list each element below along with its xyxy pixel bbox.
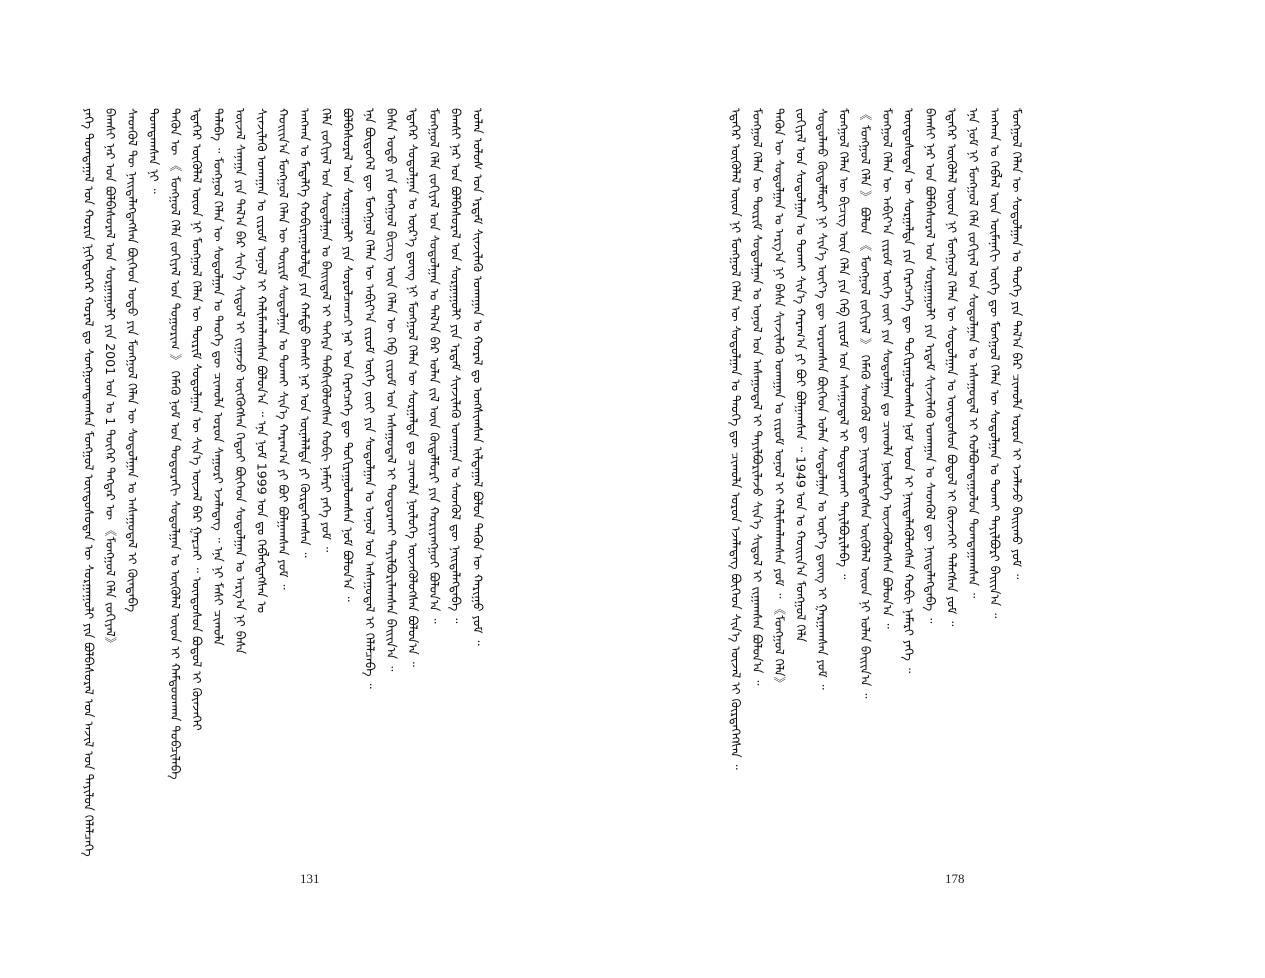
text-line: ᠡᠳᠡᠭᠡᠷ ᠥᠭᠦᠯᠡᠯ ᠦᠳ ᠨᠢ ᠮᠣᠩᠭᠣᠯ ᠬᠡᠯᠡᠨ ᠦ ᠰᠤᠳᠤᠯᠭᠠᠨ ᠤ ᠦᠨᠳᠦᠰᠦᠨ ᠪᠣᠳᠤᠯ ᠢ ᠭᠦᠨᠵᠡᠭᠡᠢ ᠲᠡᠯᠡᠭᠰᠡᠨ ᠶᠤᠮ ᠃ — [944, 108, 960, 627]
text-line: ᠰᠡᠳᠭᠦᠯ ᠲᠦ ᠨᠡᠢᠲᠡᠯᠡᠭᠳᠡᠭᠰᠡᠨ ᠪᠥᠭᠡᠳ ᠣᠳᠣ ᠶᠢᠨ ᠮᠣᠩᠭᠣᠯ ᠬᠡᠯᠡᠨ ᠦ ᠰᠤᠳᠤᠯᠭᠠᠨ ᠤ ᠠᠰᠠᠭᠤᠳᠠᠯ ᠢ ᠬᠥᠨᠳᠡᠪᠡ — [124, 108, 140, 613]
text-line: ᠮᠣᠩᠭᠣᠯ ᠬᠡᠯᠡ ᠵᠣᠬᠢᠶᠠᠯ ᠤᠨ ᠰᠤᠳᠤᠯᠭᠠᠨ ᠤ ᠲᠠᠯ᠎ᠠ ᠪᠠᠷ ᠣᠯᠠᠨ ᠵᠢᠯ ᠦᠨ ᠬᠥᠳᠡᠯᠮᠦᠷᠢ ᠶᠢᠨ ᠬᠤᠷᠢᠶᠠᠩᠭᠤᠢ ᠪᠣᠯᠤᠨ᠎ᠠ ᠃ — [427, 108, 443, 624]
text-line: ᠡᠳᠡᠭᠡᠷ ᠰᠤᠳᠤᠯᠭᠠᠨ ᠤ ᠦᠷ᠎ᠡ ᠳ᠋ᠦᠩ ᠨᠢ ᠮᠣᠩᠭᠣᠯ ᠬᠡᠯᠡᠨ ᠦ ᠰᠤᠷᠭᠠᠯᠲᠠ ᠳᠤ ᠴᠢᠬᠤᠯᠠ ᠨᠥᠯᠥᠭᠡ ᠦᠵᠡᠭᠦᠯᠦᠭᠰᠡᠨ ᠪᠣᠯᠤᠨ᠎ᠠ ᠃ — [405, 108, 421, 668]
text-line: ᠮᠣᠩᠭᠣᠯ ᠬᠡᠯᠡᠨ ᠦ ᠠᠪᠢᠶ᠎ᠠ ᠵᠢᠷᠤᠮ ᠦᠭᠡ ᠵᠦᠢ ᠶᠢᠨ ᠰᠤᠳᠤᠯᠭᠠᠨ ᠳᠤ ᠴᠢᠬᠤᠯᠠ ᠨᠥᠯᠥᠭᠡ ᠦᠵᠡᠭᠦᠯᠦᠭᠰᠡᠨ ᠪᠣᠯᠤᠨ᠎ᠠ ᠃ — [879, 108, 895, 629]
text-line: ᠡᠳᠡᠭᠡᠷ ᠥᠭᠦᠯᠡᠯ ᠦᠳ ᠨᠢ ᠮᠣᠩᠭᠣᠯ ᠬᠡᠯᠡᠨ ᠦ ᠰᠤᠳᠤᠯᠭᠠᠨ ᠤ ᠲᠡᠦᠬᠡ ᠳᠦ ᠴᠢᠬᠤᠯᠠ ᠣᠷᠣᠨ ᠡᠵᠡᠯᠡᠳᠡᠭ ᠪᠥᠭᠡᠳ ᠰᠢᠨ᠎ᠡ ᠦᠵᠡᠯ ᠢ ᠬᠦᠷᠲᠡᠭᠡᠭᠰᠡᠨ ᠃ — [728, 108, 744, 770]
text-line: ᠪᠠᠭᠰᠢ ᠨᠠᠷ ᠤᠨ ᠪᠣᠯᠪᠠᠰᠤᠷᠠᠯ ᠤᠨ ᠰᠤᠷᠭᠠᠭᠤᠯᠢ ᠶᠢᠨ ᠡᠷᠳᠡᠮ ᠰᠢᠨᠵᠢᠯᠡᠬᠦ ᠤᠬᠠᠭᠠᠨ ᠤ ᠰᠡᠳᠭᠦᠯ ᠳᠦ ᠨᠡᠢᠲᠡᠯᠡᠭᠳᠡᠪᠡ ᠃ — [448, 108, 464, 624]
text-line: ᠦᠨᠳᠦᠰᠦᠲᠡᠨ ᠦ ᠰᠤᠷᠭᠠᠯᠲᠠ ᠶᠢᠨ ᠬᠡᠷᠡᠭᠴᠡᠭᠡ ᠳᠦ ᠲᠣᠬᠢᠷᠠᠭᠤᠯᠤᠭᠰᠠᠨ ᠨᠣᠮ ᠤᠳ ᠢ ᠨᠡᠢᠲᠡᠯᠡᠭᠦᠯᠦᠭᠰᠡᠨ ᠬᠤᠪᠢ ᠨᠡᠮᠡᠷᠢ ᠶᠡᠬᠡ ᠃ — [901, 108, 917, 674]
text-line: ᠣᠯᠠᠨ ᠤᠯᠤᠰ ᠤᠨ ᠡᠷᠳᠡᠮ ᠰᠢᠨᠵᠢᠯᠡᠬᠦ ᠤᠬᠠᠭᠠᠨ ᠤ ᠬᠤᠷᠠᠯ ᠳᠤ ᠤᠩᠰᠢᠭᠰᠠᠨ ᠢᠯᠲᠠᠭᠠᠯ ᠪᠣᠯᠤᠨ ᠲᠡᠭᠦᠨ ᠦ ᠬᠠᠷᠢᠭᠤ ᠶᠤᠮ ᠃ — [470, 108, 486, 646]
page-number-left: 131 — [300, 871, 320, 886]
text-line: ᠦᠵᠡᠯ ᠰᠠᠨᠠᠭᠠ ᠶᠢᠨ ᠲᠠᠯ᠎ᠠ ᠪᠠᠷ ᠰᠢᠨ᠎ᠡ ᠰᠢᠳᠤᠯ ᠢ ᠵᠢᠭᠠᠵᠤ ᠥᠭᠭᠦᠭᠰᠡᠨ ᠬᠡᠳᠦᠢ ᠪᠥᠭᠡᠳ ᠰᠤᠳᠤᠯᠭᠠᠨ ᠤ ᠠᠷᠭ᠎ᠠ ᠨᠢ ᠪᠠᠰᠠ — [232, 108, 248, 655]
text-line: ᠪᠠᠰᠠ ᠣᠳᠣ ᠶᠢᠨ ᠮᠣᠩᠭᠣᠯ ᠪᠢᠴᠢᠭ ᠦᠨ ᠬᠡᠯᠡᠨ ᠦ ᠬᠡᠪ ᠵᠢᠷᠤᠮ ᠤᠨ ᠠᠰᠠᠭᠤᠳᠠᠯ ᠢ ᠲᠣᠳᠣᠷᠬᠠᠢ ᠲᠠᠶᠢᠯᠪᠤᠷᠢᠯᠠᠭᠰᠠᠨ ᠪᠠᠢᠢᠨ᠎ᠠ ᠃ — [383, 108, 399, 672]
text-line: ᠮᠣᠩᠭᠣᠯ ᠬᠡᠯᠡᠨ ᠦ ᠪᠢᠴᠢᠭ ᠦᠨ ᠬᠡᠯᠡ ᠶᠢᠨ ᠬᠡᠪ ᠵᠢᠷᠤᠮ ᠤᠨ ᠠᠰᠠᠭᠤᠳᠠᠯ ᠢ ᠲᠣᠳᠣᠷᠬᠠᠢ ᠲᠠᠶᠢᠯᠪᠤᠷᠢᠯᠠᠪᠠ ᠃ — [836, 108, 852, 580]
text-line: ᠪᠣᠯᠪᠠᠰᠤᠷᠠᠯ ᠤᠨ ᠰᠤᠷᠭᠠᠭᠤᠯᠢ ᠶᠢᠨ ᠰᠤᠷᠤᠯᠴᠠᠭᠴᠢ ᠨᠠᠷ ᠤᠨ ᠬᠡᠷᠡᠭᠴᠡᠭᠡ ᠳᠦ ᠲᠣᠬᠢᠷᠠᠭᠤᠯᠤᠭᠰᠠᠨ ᠨᠣᠮ ᠪᠣᠯᠤᠨ᠎ᠠ ᠃ — [340, 108, 356, 602]
right-page-text — [725, 108, 1025, 838]
text-line: ᠪᠠᠭᠰᠢ ᠨᠠᠷ ᠤᠨ ᠪᠣᠯᠪᠠᠰᠤᠷᠠᠯ ᠤᠨ ᠰᠤᠷᠭᠠᠭᠤᠯᠢ ᠶᠢᠨ 2001 ᠣᠨ ᠤ 1 ᠳᠦᠭᠡᠷ ᠳᠡᠭᠲᠡᠷ ᠦ 《ᠮᠣᠩᠭᠣᠯ ᠬᠡᠯᠡ ᠵᠣᠬᠢᠶᠠᠯ》 — [103, 108, 119, 650]
text-line: ᠲᠡᠭᠦᠨ ᠦ 《 ᠮᠣᠩᠭᠣᠯ ᠬᠡᠯᠡ ᠵᠣᠬᠢᠶᠠᠯ ᠤᠨ ᠳᠤᠭᠤᠷᠢᠭ 》 ᠬᠡᠮᠡᠬᠦ ᠨᠣᠮ ᠤᠨ ᠳᠣᠲᠣᠷᠠᠬᠢ ᠰᠤᠳᠤᠯᠭᠠᠨ ᠤ ᠥᠭᠦᠯᠡᠯ ᠦᠳ ᠢ ᠬᠠᠮᠲᠤᠳᠬᠠᠨ ᠲᠣᠪᠴᠢᠯᠠᠪᠠ — [167, 108, 183, 780]
text-line: ᠠᠩᠬᠠᠨ ᠤ ᠮᠡᠳᠡᠯᠭᠡ ᠬᠤᠪᠢᠷᠠᠭᠤᠯᠤᠯᠲᠠ ᠶᠢᠨ ᠬᠠᠮᠲᠤ ᠪᠠᠭᠰᠢ ᠨᠠᠷ ᠤᠨ ᠦᠨᠡᠯᠡᠯᠲᠡ ᠶᠢ ᠬᠦᠷᠲᠡᠭᠡᠭ᠍ᠰᠡᠨ ᠃ — [297, 108, 313, 558]
page-number-right: 178 — [945, 871, 965, 886]
text-line: ᠮᠣᠩᠭᠣᠯ ᠬᠡᠯᠡᠨ ᠦ ᠰᠤᠳᠤᠯᠭᠠᠨ ᠤ ᠲᠡᠦᠬᠡ ᠶᠢᠨ ᠲᠠᠯ᠎ᠠ ᠪᠠᠷ ᠴᠢᠬᠤᠯᠠ ᠣᠷᠣᠨ ᠢ ᠡᠵᠡᠯᠡᠵᠦ ᠪᠠᠢᠢᠬᠤ ᠶᠤᠮ ᠃ — [1009, 108, 1025, 580]
text-line: ᠠᠩᠬᠠᠨ ᠤ ᠬᠡᠪᠯᠡᠯ ᠦᠨ ᠥᠮᠡᠨᠡᠬᠢ ᠦᠭᠡ ᠳᠦ ᠮᠣᠩᠭᠣᠯ ᠬᠡᠯᠡᠨ ᠦ ᠰᠤᠳᠤᠯᠭᠠᠨ ᠤ ᠲᠣᠬᠠᠢ ᠲᠠᠶᠢᠯᠪᠤᠷᠢ ᠪᠠᠢᠢᠨ᠎ᠠ ᠃ — [987, 108, 1003, 619]
text-line: ᠡᠨᠡ ᠪᠦᠲᠦᠭᠡᠯ ᠳᠦ ᠮᠣᠩᠭᠣᠯ ᠬᠡᠯᠡᠨ ᠦ ᠠᠪᠢᠶ᠎ᠠ ᠵᠢᠷᠤᠮ ᠦᠭᠡ ᠵᠦᠢ ᠶᠢᠨ ᠰᠤᠳᠤᠯᠭᠠᠨ ᠤ ᠣᠨᠣᠯ ᠤᠨ ᠠᠰᠠᠭᠤᠳᠠᠯ ᠢ ᠬᠡᠯᠡᠯᠴᠡᠪᠡ ᠃ — [362, 108, 378, 689]
right-page — [705, 0, 1025, 978]
text-line: ᠬᠣᠢᠢᠨ᠎ᠠ ᠮᠣᠩᠭᠣᠯ ᠬᠡᠯᠡᠨ ᠦ ᠳᠦᠷᠢᠮ ᠰᠤᠳᠤᠯᠭᠠᠨ ᠤ ᠲᠣᠬᠠᠢ ᠰᠢᠨ᠎ᠡ ᠬᠠᠷᠠᠭ᠎ᠠ ᠶᠢ ᠪᠣᠢ ᠪᠣᠯᠭᠠᠭᠰᠠᠨ ᠶᠤᠮ ᠃ — [275, 108, 291, 590]
text-line: 《 ᠮᠣᠩᠭᠣᠯ ᠬᠡᠯᠡ 》 ᠪᠣᠯᠤᠨ 《 ᠮᠣᠩᠭᠣᠯ ᠵᠣᠬᠢᠶᠠᠯ 》 ᠬᠡᠮᠡᠬᠦ ᠰᠡᠳᠭᠦᠯ ᠳᠦ ᠨᠡᠢᠲᠡᠯᠡᠭᠳᠡᠭᠰᠡᠨ ᠥᠭᠦᠯᠡᠯ ᠦᠳ ᠨᠢ ᠣᠯᠠᠨ ᠪᠠᠢᠢᠨ᠎ᠠ ᠃ — [858, 108, 874, 699]
text-line: ᠶᠡᠬᠡ ᠲᠣᠭᠲᠠᠭᠠᠯ ᠤᠨ ᠬᠣᠷᠢᠨ ᠨᠢᠭᠡᠳᠦᠭᠡᠷ ᠬᠤᠷᠠᠯ ᠳᠤ ᠰᠣᠩᠭᠤᠭᠳᠠᠭᠰᠠᠨ ᠮᠣᠩᠭᠣᠯ ᠦᠨᠳᠦᠰᠦᠲᠡᠨ ᠦ ᠰᠤᠷᠭᠠᠭᠤᠯᠢ ᠶᠢᠨ ᠪᠣᠯᠪᠠᠰᠤᠷᠠᠯ ᠤᠨ ᠠᠵᠢᠯ ᠤᠨ ᠲᠠᠶᠢᠯᠤᠨ ᠬᠡᠯᠡᠯᠴᠡᠭᠡ — [81, 108, 97, 857]
left-page-text — [78, 108, 490, 857]
text-line: ᠡᠳᠡᠭᠡᠷ ᠦᠭᠦᠯᠡᠯ ᠦᠳ ᠨᠢ ᠮᠣᠩᠭᠣᠯ ᠬᠡᠯᠡᠨ ᠦ ᠳᠦᠷᠢᠮ ᠰᠤᠳᠤᠯᠭᠠᠨ ᠦ ᠰᠢᠨ᠎ᠡ ᠦᠵᠡᠯ ᠪᠠᠷ ᠭᠠᠷᠴᠠᠢ ᠃ ᠦᠨᠳᠦᠰᠦᠨ ᠪᠣᠳᠤᠯ ᠢ ᠭᠦᠨᠵᠡᠭᠡᠢ — [189, 108, 205, 731]
text-line: ᠰᠤᠳᠤᠯᠬᠤ ᠬᠥᠳᠡᠯᠮᠦᠷᠢ ᠨᠢ ᠰᠢᠨ᠎ᠡ ᠦᠶ᠎ᠡ ᠳᠦ ᠣᠷᠤᠭᠰᠠᠨ ᠪᠥᠭᠡᠳ ᠣᠯᠠᠨ ᠰᠤᠳᠤᠯᠭᠠᠨ ᠤ ᠦᠷ᠎ᠡ ᠳ᠋ᠦᠩ ᠢ ᠭᠠᠷᠭᠠᠭᠰᠠᠨ ᠶᠤᠮ ᠃ — [814, 108, 830, 690]
text-line: ᠮᠣᠩᠭᠣᠯ ᠬᠡᠯᠡᠨ ᠦ ᠳᠦᠷᠢᠮ ᠰᠤᠳᠤᠯᠭᠠᠨ ᠤ ᠣᠨᠣᠯ ᠤᠨ ᠠᠰᠠᠭᠤᠳᠠᠯ ᠢ ᠲᠠᠶᠢᠯᠪᠤᠷᠢᠯᠠᠵᠤ ᠰᠢᠨ᠎ᠡ ᠰᠢᠳᠤᠯ ᠢ ᠵᠢᠭᠠᠭᠰᠠᠨ ᠪᠣᠯᠤᠨ᠎ᠠ ᠃ — [750, 108, 766, 686]
text-line: ᠲᠡᠭᠦᠨ ᠦ ᠰᠤᠳᠤᠯᠭᠠᠨ ᠤ ᠠᠷᠭ᠎ᠠ ᠨᠢ ᠪᠠᠰᠠ ᠰᠢᠨᠵᠢᠯᠡᠬᠦ ᠤᠬᠠᠭᠠᠨ ᠤ ᠵᠢᠷᠤᠮ ᠣᠨᠣᠯ ᠢ ᠬᠠᠯᠢᠮᠠᠭᠯᠠᠭᠰᠠᠨ ᠶᠤᠮ ᠃ 《ᠮᠣᠩᠭᠣᠯ ᠬᠡᠯᠡ》 — [771, 108, 787, 690]
text-line: ᠡᠨᠡ ᠨᠣᠮ ᠨᠢ ᠮᠣᠩᠭᠣᠯ ᠬᠡᠯᠡ ᠵᠣᠬᠢᠶᠠᠯ ᠤᠨ ᠰᠤᠳᠤᠯᠭᠠᠨ ᠤ ᠠᠰᠠᠭᠤᠳᠠᠯ ᠢ ᠬᠣᠯᠪᠣᠭᠳᠠᠭᠤᠯᠤᠨ ᠲᠣᠭᠲᠠᠭᠠᠭᠰᠠᠨ ᠃ — [966, 108, 982, 599]
text-line: ᠪᠠᠭᠰᠢ ᠨᠠᠷ ᠤᠨ ᠪᠣᠯᠪᠠᠰᠤᠷᠠᠯ ᠤᠨ ᠰᠤᠷᠭᠠᠭᠤᠯᠢ ᠶᠢᠨ ᠡᠷᠳᠡᠮ ᠰᠢᠨᠵᠢᠯᠡᠬᠦ ᠤᠬᠠᠭᠠᠨ ᠤ ᠰᠡᠳᠭᠦᠯ ᠳᠦ ᠨᠡᠢᠲᠡᠯᠡᠭᠳᠡᠪᠡ ᠃ — [922, 108, 938, 624]
text-line: ᠬᠡᠯᠡ ᠵᠣᠬᠢᠶᠠᠯ ᠤᠨ ᠰᠤᠳᠤᠯᠭᠠᠨ ᠤ ᠪᠠᠢᠢᠳᠠᠯ ᠢ ᠳᠡᠭᠡᠷᠡ ᠳᠡᠪᠰᠢᠭᠦᠯᠦᠭᠰᠡᠨ ᠬᠤᠪᠢ ᠨᠡᠮᠡᠷᠢ ᠶᠡᠬᠡ ᠶᠤᠮ ᠃ — [319, 108, 335, 553]
text-line: ᠵᠣᠬᠢᠶᠠᠯ ᠤᠨ ᠰᠤᠳᠤᠯᠭᠠᠨ ᠤ ᠲᠣᠬᠠᠢ ᠰᠢᠨ᠎ᠡ ᠬᠠᠷᠠᠭ᠎ᠠ ᠶᠢ ᠪᠣᠢ ᠪᠣᠯᠭᠠᠭᠰᠠᠨ ᠃ 1949 ᠣᠨ ᠤ ᠬᠣᠢᠢᠨ᠎ᠠ ᠮᠣᠩᠭᠣᠯ ᠬᠡᠯᠡ — [793, 108, 809, 643]
left-page — [60, 0, 560, 978]
text-line: ᠲᠡᠯᠡᠪᠡ ᠃ ᠮᠣᠩᠭᠣᠯ ᠬᠡᠯᠡᠨ ᠦ ᠰᠤᠳᠤᠯᠭᠠᠨ ᠤ ᠲᠡᠦᠬᠡ ᠳᠦ ᠴᠢᠬᠤᠯᠠ ᠣᠷᠣᠨ ᠰᠠᠭᠤᠷᠢ ᠡᠵᠡᠯᠡᠳᠡᠭ ᠃ ᠡᠨᠡ ᠨᠢ ᠮᠠᠰᠢ ᠴᠢᠬᠤᠯᠠ — [211, 108, 227, 646]
text-line: ᠰᠢᠨᠵᠢᠯᠡᠬᠦ ᠤᠬᠠᠭᠠᠨ ᠤ ᠵᠢᠷᠤᠮ ᠣᠨᠣᠯ ᠢ ᠬᠠᠯᠢᠮᠠᠭᠯᠠᠭᠰᠠᠨ ᠪᠣᠯᠤᠨ᠎ᠠ ᠃ ᠡᠨᠡ ᠨᠣᠮ 1999 ᠣᠨ ᠳᠤ ᠬᠡᠪᠯᠡᠭᠳᠡᠭᠰᠡᠨ ᠤ — [254, 108, 270, 614]
text-line: ᠲᠣᠭᠲᠠᠭᠰᠠᠨ ᠨᠢ ᠃ — [146, 108, 162, 194]
